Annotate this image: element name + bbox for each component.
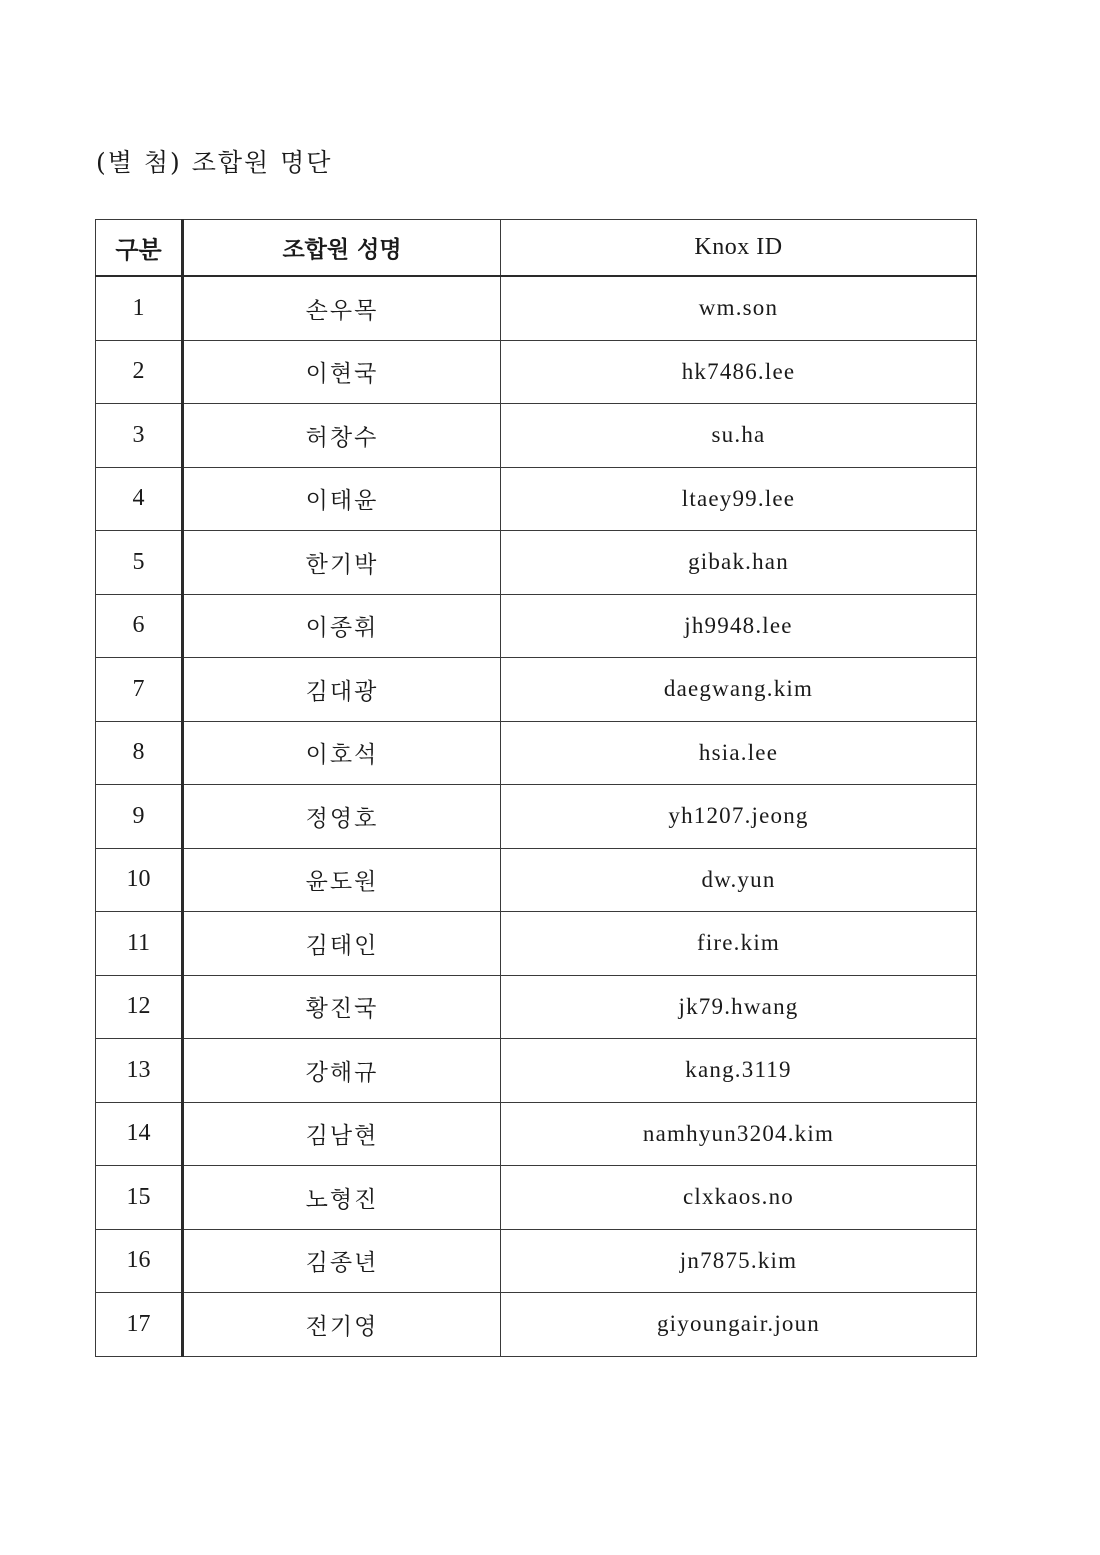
member-table [95, 219, 977, 1357]
knox-id: fire.kim [501, 912, 977, 976]
member-name: 한기박 [183, 531, 501, 595]
member-name: 윤도원 [183, 848, 501, 912]
row-number: 2 [96, 340, 183, 404]
member-name: 손우목 [183, 276, 501, 340]
row-number: 5 [96, 531, 183, 595]
member-name: 전기영 [183, 1293, 501, 1357]
table-row [96, 848, 977, 912]
table-row [96, 975, 977, 1039]
table-row [96, 1229, 977, 1293]
table-body [96, 276, 977, 1356]
member-name: 강해규 [183, 1039, 501, 1103]
table-row [96, 594, 977, 658]
row-number: 15 [96, 1166, 183, 1230]
table-row [96, 531, 977, 595]
table-row [96, 276, 977, 340]
header-number: 구분 [96, 220, 183, 277]
member-name: 노형진 [183, 1166, 501, 1230]
member-name: 이호석 [183, 721, 501, 785]
knox-id: jh9948.lee [501, 594, 977, 658]
knox-id: su.ha [501, 404, 977, 468]
table-row [96, 912, 977, 976]
row-number: 10 [96, 848, 183, 912]
member-name: 김대광 [183, 658, 501, 722]
knox-id: hk7486.lee [501, 340, 977, 404]
knox-id: jk79.hwang [501, 975, 977, 1039]
row-number: 9 [96, 785, 183, 849]
knox-id: hsia.lee [501, 721, 977, 785]
table-row [96, 658, 977, 722]
row-number: 11 [96, 912, 183, 976]
row-number: 12 [96, 975, 183, 1039]
table-row [96, 785, 977, 849]
knox-id: wm.son [501, 276, 977, 340]
row-number: 14 [96, 1102, 183, 1166]
knox-id: kang.3119 [501, 1039, 977, 1103]
member-name: 정영호 [183, 785, 501, 849]
table-row [96, 467, 977, 531]
knox-id: ltaey99.lee [501, 467, 977, 531]
row-number: 13 [96, 1039, 183, 1103]
row-number: 17 [96, 1293, 183, 1357]
row-number: 16 [96, 1229, 183, 1293]
row-number: 4 [96, 467, 183, 531]
table-row [96, 721, 977, 785]
knox-id: jn7875.kim [501, 1229, 977, 1293]
member-name: 허창수 [183, 404, 501, 468]
member-name: 김태인 [183, 912, 501, 976]
member-name: 김남현 [183, 1102, 501, 1166]
header-row [96, 220, 977, 277]
table-row [96, 404, 977, 468]
knox-id: dw.yun [501, 848, 977, 912]
table-row [96, 1293, 977, 1357]
knox-id: yh1207.jeong [501, 785, 977, 849]
knox-id: giyoungair.joun [501, 1293, 977, 1357]
member-name: 황진국 [183, 975, 501, 1039]
knox-id: daegwang.kim [501, 658, 977, 722]
table-header [96, 220, 977, 277]
header-knox-id: Knox ID [501, 220, 977, 277]
member-name: 김종년 [183, 1229, 501, 1293]
row-number: 8 [96, 721, 183, 785]
row-number: 6 [96, 594, 183, 658]
knox-id: clxkaos.no [501, 1166, 977, 1230]
header-member-name: 조합원 성명 [183, 220, 501, 277]
member-name: 이종휘 [183, 594, 501, 658]
row-number: 1 [96, 276, 183, 340]
table-row [96, 1102, 977, 1166]
table-row [96, 1039, 977, 1103]
knox-id: namhyun3204.kim [501, 1102, 977, 1166]
document-title: (별 첨) 조합원 명단 [96, 148, 333, 177]
member-name: 이현국 [183, 340, 501, 404]
member-name: 이태윤 [183, 467, 501, 531]
table-row [96, 1166, 977, 1230]
table-row [96, 340, 977, 404]
row-number: 7 [96, 658, 183, 722]
row-number: 3 [96, 404, 183, 468]
knox-id: gibak.han [501, 531, 977, 595]
